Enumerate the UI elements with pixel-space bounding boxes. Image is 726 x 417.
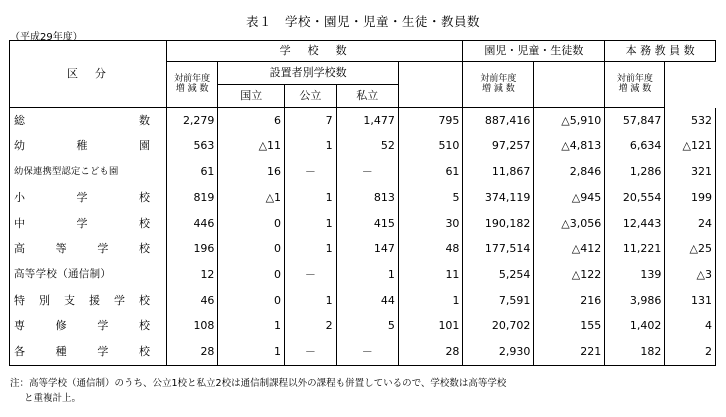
row-label: 小 学 校	[10, 185, 167, 211]
cell-national: 1	[285, 288, 337, 314]
cell-school-diff: 1	[218, 339, 285, 365]
cell-student-diff: 216	[534, 288, 605, 314]
cell-student-diff: △122	[534, 262, 605, 288]
cell-students: 11,867	[463, 159, 534, 185]
footnote-line-1: 注：高等学校（通信制）のうち、公立1校と私立2校は通信制課程以外の課程も併置しているので、学校数は高等学校	[10, 378, 507, 389]
cell-schools: 563	[166, 134, 218, 160]
table-row	[10, 314, 716, 340]
row-label: 幼保連携型認定こども園	[10, 159, 167, 185]
footnote	[10, 376, 506, 406]
cell-schools: 446	[166, 211, 218, 237]
cell-teachers: 3,986	[605, 288, 665, 314]
row-label: 中 学 校	[10, 211, 167, 237]
header-category: 区 分	[10, 41, 167, 108]
cell-student-diff: △3,056	[534, 211, 605, 237]
table-row	[10, 288, 716, 314]
table-row	[10, 236, 716, 262]
header-school-yoy: 対前年度 増 減 数	[166, 62, 218, 108]
cell-students: 177,514	[463, 236, 534, 262]
cell-private: 510	[398, 134, 463, 160]
cell-school-diff: 0	[218, 236, 285, 262]
cell-teacher-diff: 321	[665, 159, 716, 185]
cell-teachers: 1,286	[605, 159, 665, 185]
cell-teacher-diff: 2	[665, 339, 716, 365]
cell-students: 20,702	[463, 314, 534, 340]
header-schools: 学 校 数	[166, 41, 463, 62]
cell-school-diff: 0	[218, 262, 285, 288]
cell-public: 1,477	[336, 108, 398, 134]
cell-teacher-diff: △3	[665, 262, 716, 288]
row-label: 特 別 支 援 学 校	[10, 288, 167, 314]
header-students-total	[398, 62, 463, 108]
cell-teacher-diff: 199	[665, 185, 716, 211]
cell-national: 7	[285, 108, 337, 134]
table-row	[10, 211, 716, 237]
cell-students: 190,182	[463, 211, 534, 237]
cell-public: 415	[336, 211, 398, 237]
cell-teacher-diff: 532	[665, 108, 716, 134]
cell-school-diff: 0	[218, 288, 285, 314]
cell-student-diff: △4,813	[534, 134, 605, 160]
cell-national: －	[285, 339, 337, 365]
table-row	[10, 159, 716, 185]
cell-teachers: 12,443	[605, 211, 665, 237]
cell-students: 97,257	[463, 134, 534, 160]
cell-private: 1	[398, 288, 463, 314]
table-row	[10, 339, 716, 365]
table-row	[10, 108, 716, 134]
cell-schools: 46	[166, 288, 218, 314]
header-by-founder: 設置者別学校数	[218, 62, 398, 85]
cell-public: 44	[336, 288, 398, 314]
cell-school-diff: △11	[218, 134, 285, 160]
cell-national: －	[285, 262, 337, 288]
cell-teacher-diff: △25	[665, 236, 716, 262]
table-row	[10, 262, 716, 288]
cell-private: 101	[398, 314, 463, 340]
cell-public: 52	[336, 134, 398, 160]
row-label: 高等学校（通信制）	[10, 262, 167, 288]
cell-national: －	[285, 159, 337, 185]
cell-private: 5	[398, 185, 463, 211]
cell-private: 11	[398, 262, 463, 288]
cell-public: 1	[336, 262, 398, 288]
cell-public: －	[336, 159, 398, 185]
cell-student-diff: △945	[534, 185, 605, 211]
cell-teachers: 20,554	[605, 185, 665, 211]
cell-schools: 28	[166, 339, 218, 365]
header-students: 園児・児童・生徒数	[463, 41, 605, 62]
cell-students: 2,930	[463, 339, 534, 365]
cell-school-diff: 6	[218, 108, 285, 134]
cell-schools: 196	[166, 236, 218, 262]
header-teachers-total	[534, 62, 605, 108]
table-body	[10, 108, 716, 366]
cell-private: 795	[398, 108, 463, 134]
header-national: 国立	[218, 85, 285, 108]
cell-school-diff: △1	[218, 185, 285, 211]
cell-teachers: 57,847	[605, 108, 665, 134]
table-title: 表１ 学校・園児・児童・生徒・教員数	[245, 14, 480, 29]
row-label: 総 数	[10, 108, 167, 134]
header-public: 公立	[285, 85, 337, 108]
cell-teachers: 6,634	[605, 134, 665, 160]
cell-schools: 61	[166, 159, 218, 185]
cell-private: 48	[398, 236, 463, 262]
cell-student-diff: 2,846	[534, 159, 605, 185]
cell-student-diff: 221	[534, 339, 605, 365]
header-teachers: 本 務 教 員 数	[605, 41, 716, 62]
cell-schools: 819	[166, 185, 218, 211]
fiscal-year-label: （平成29年度）	[10, 32, 83, 43]
row-label: 高 等 学 校	[10, 236, 167, 262]
cell-students: 7,591	[463, 288, 534, 314]
cell-teachers: 1,402	[605, 314, 665, 340]
cell-teachers: 182	[605, 339, 665, 365]
cell-public: －	[336, 339, 398, 365]
cell-public: 813	[336, 185, 398, 211]
cell-teacher-diff: 24	[665, 211, 716, 237]
table-row	[10, 185, 716, 211]
table-row	[10, 134, 716, 160]
cell-schools: 12	[166, 262, 218, 288]
cell-national: 2	[285, 314, 337, 340]
cell-national: 1	[285, 134, 337, 160]
cell-schools: 2,279	[166, 108, 218, 134]
statistics-table	[9, 40, 716, 366]
cell-teachers: 11,221	[605, 236, 665, 262]
row-label: 専 修 学 校	[10, 314, 167, 340]
header-private: 私立	[336, 85, 398, 108]
footnote-line-2: と重複計上。	[24, 393, 82, 404]
cell-private: 61	[398, 159, 463, 185]
row-label: 各 種 学 校	[10, 339, 167, 365]
header-teacher-yoy: 対前年度 増 減 数	[605, 62, 665, 108]
cell-students: 5,254	[463, 262, 534, 288]
cell-national: 1	[285, 236, 337, 262]
cell-teacher-diff: △121	[665, 134, 716, 160]
cell-students: 887,416	[463, 108, 534, 134]
cell-public: 5	[336, 314, 398, 340]
cell-teacher-diff: 4	[665, 314, 716, 340]
header-student-yoy: 対前年度 増 減 数	[463, 62, 534, 108]
cell-public: 147	[336, 236, 398, 262]
cell-school-diff: 1	[218, 314, 285, 340]
cell-schools: 108	[166, 314, 218, 340]
cell-student-diff: △412	[534, 236, 605, 262]
cell-student-diff: 155	[534, 314, 605, 340]
cell-private: 28	[398, 339, 463, 365]
cell-national: 1	[285, 211, 337, 237]
cell-teacher-diff: 131	[665, 288, 716, 314]
cell-student-diff: △5,910	[534, 108, 605, 134]
cell-school-diff: 16	[218, 159, 285, 185]
row-label: 幼 稚 園	[10, 134, 167, 160]
cell-school-diff: 0	[218, 211, 285, 237]
cell-students: 374,119	[463, 185, 534, 211]
cell-private: 30	[398, 211, 463, 237]
cell-national: 1	[285, 185, 337, 211]
cell-teachers: 139	[605, 262, 665, 288]
